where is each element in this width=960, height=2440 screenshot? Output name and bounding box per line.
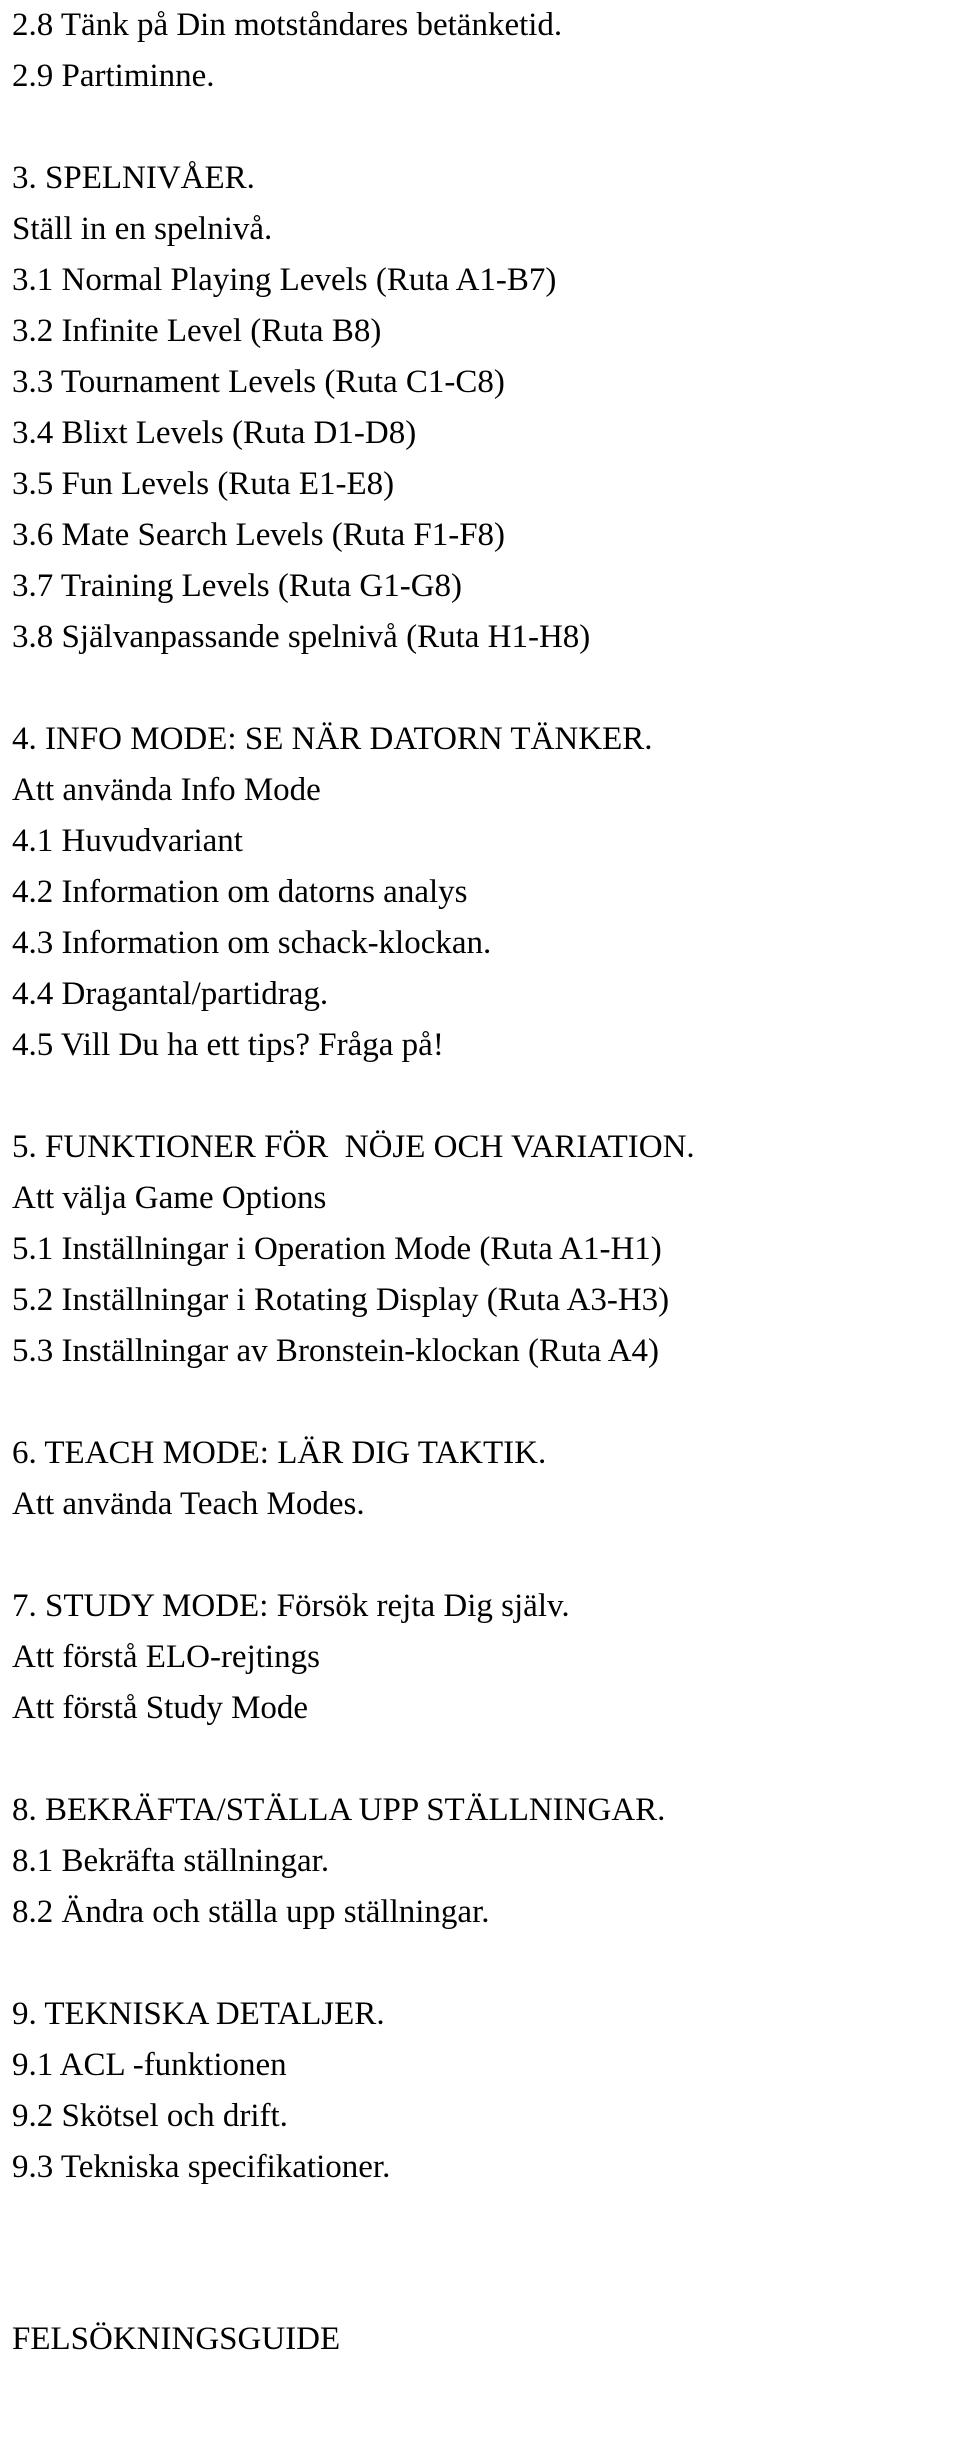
section-intro: Att välja Game Options [12,1180,327,1216]
toc-entry-4-1: 4.1 Huvudvariant [12,823,243,859]
section-heading: 5. FUNKTIONER FÖR NÖJE OCH VARIATION. [12,1129,695,1165]
section-gap [12,1938,948,1989]
section-gap [12,1071,948,1122]
toc-entry-3-7: 3.7 Training Levels (Ruta G1-G8) [12,568,463,604]
section-5 [12,1122,948,1377]
section-gap [12,1530,948,1581]
section-gap [12,1377,948,1428]
section-gap [12,663,948,714]
section-9 [12,1989,948,2193]
section-6 [12,1428,948,1530]
section-4 [12,714,948,1071]
toc-entry-3-3: 3.3 Tournament Levels (Ruta C1-C8) [12,364,505,400]
section-3 [12,153,948,663]
section-gap [12,2193,948,2314]
section-intro: Att förstå Study Mode [12,1690,309,1726]
toc-entry-9-2: 9.2 Skötsel och drift. [12,2098,288,2134]
toc-entry-4-2: 4.2 Information om datorns analys [12,874,468,910]
toc-entry-3-5: 3.5 Fun Levels (Ruta E1-E8) [12,466,395,502]
section-8 [12,1785,948,1938]
toc-entry-5-3: 5.3 Inställningar av Bronstein-klockan (Ruta A4) [12,1333,660,1369]
toc-entry-4-5: 4.5 Vill Du ha ett tips? Fråga på! [12,1027,444,1063]
toc-entry-3-6: 3.6 Mate Search Levels (Ruta F1-F8) [12,517,506,553]
section-7 [12,1581,948,1734]
section-intro: Att förstå ELO-rejtings [12,1639,320,1675]
toc-entry-4-4: 4.4 Dragantal/partidrag. [12,976,329,1012]
section-intro: Ställ in en spelnivå. [12,211,273,247]
toc-entry-3-1: 3.1 Normal Playing Levels (Ruta A1-B7) [12,262,557,298]
toc-entry-4-3: 4.3 Information om schack-klockan. [12,925,492,961]
toc-entry-3-4: 3.4 Blixt Levels (Ruta D1-D8) [12,415,417,451]
section-heading: 9. TEKNISKA DETALJER. [12,1996,385,2032]
toc-entry-9-3: 9.3 Tekniska specifikationer. [12,2149,391,2185]
section-heading: FELSÖKNINGSGUIDE [12,2321,341,2357]
section-intro: Att använda Teach Modes. [12,1486,365,1522]
toc-entry-5-1: 5.1 Inställningar i Operation Mode (Ruta A1-H1) [12,1231,662,1267]
toc-entry-8-2: 8.2 Ändra och ställa upp ställningar. [12,1894,490,1930]
troubleshooting-section [12,2314,948,2365]
toc-entry-8-1: 8.1 Bekräfta ställningar. [12,1843,330,1879]
section-intro: Att använda Info Mode [12,772,321,808]
section-2-tail [12,0,948,102]
table-of-contents [12,0,948,2365]
section-gap [12,102,948,153]
section-heading: 8. BEKRÄFTA/STÄLLA UPP STÄLLNINGAR. [12,1792,666,1828]
section-gap [12,1734,948,1785]
section-heading: 3. SPELNIVÅER. [12,160,255,196]
toc-entry-2-8: 2.8 Tänk på Din motståndares betänketid. [12,7,563,43]
section-heading: 6. TEACH MODE: LÄR DIG TAKTIK. [12,1435,547,1471]
toc-entry-5-2: 5.2 Inställningar i Rotating Display (Ruta A3-H3) [12,1282,670,1318]
toc-entry-3-2: 3.2 Infinite Level (Ruta B8) [12,313,382,349]
toc-entry-9-1: 9.1 ACL -funktionen [12,2047,287,2083]
section-heading: 7. STUDY MODE: Försök rejta Dig själv. [12,1588,570,1624]
toc-entry-2-9: 2.9 Partiminne. [12,58,215,94]
section-heading: 4. INFO MODE: SE NÄR DATORN TÄNKER. [12,721,653,757]
toc-entry-3-8: 3.8 Självanpassande spelnivå (Ruta H1-H8) [12,619,591,655]
